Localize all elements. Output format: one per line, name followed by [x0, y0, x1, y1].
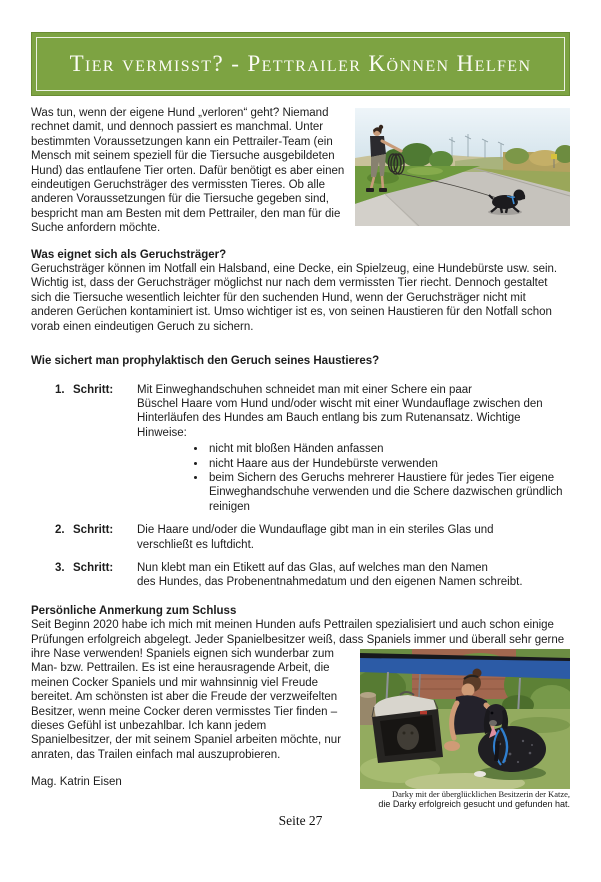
closing-text-part1: Seit Beginn 2020 habe ich mich mit meinen Hunden aufs Pettrailen spezialisiert und auch schon einige Prüfungen erfolgreich abgelegt. Jeder Spanielbesitzer weiß, dass Spaniels immer und überall sehr gerne: [31, 619, 565, 646]
bullet-item: • nicht mit bloßen Händen anfassen: [207, 442, 570, 456]
heading-personal-note: Persönliche Anmerkung zum Schluss: [31, 604, 237, 617]
title-banner: [31, 32, 570, 96]
step-2-body: [137, 523, 570, 552]
step-1-number: 1.: [55, 383, 65, 396]
author-signature: Mag. Katrin Eisen: [31, 776, 122, 789]
step-1-line: Büschel Haare vom Hund und/oder wischt mit einer Wundauflage zwischen den: [137, 397, 543, 410]
bullet-item: • nicht Haare aus der Hundebürste verwenden: [207, 457, 570, 471]
step-1-line: Mit Einweghandschuhen schneidet man mit einer Schere ein paar: [137, 383, 472, 396]
page-title: Tier vermisst? - Pettrailer Können Helfen: [69, 51, 532, 76]
title-banner-inner-frame: [36, 37, 565, 91]
closing-paragraph-block: [31, 618, 570, 809]
intro-text: Was tun, wenn der eigene Hund „verloren“ geht? Niemand rechnet damit, und dennoch passiert es manchmal. Unter bestimmten Voraussetzungen kann ein Pettrailer-Team (ein Mensch mit seinem speziell für die Tiersuche ausgebildeten Hund) das entlaufene Tier orten. Dafür benötigt es aber einen eindeutigen Geruchsträger des vermissten Tieres. Ob alle anderen Voraussetzungen für die Tiersuche gegeben sind, bespricht man am Besten mit dem Pettrailer, den man für die Suche anfordern möchte.: [31, 107, 345, 235]
pet-carrier: [372, 692, 443, 763]
step-3-line: Nun klebt man ein Etikett auf das Glas, auf welches man den Namen: [137, 561, 488, 574]
heading-scent-carrier: Was eignet sich als Geruchsträger?: [31, 248, 227, 261]
heading-howto: Wie sichert man prophylaktisch den Geruch seines Haustieres?: [31, 355, 380, 368]
photo-darky-found: [360, 649, 570, 810]
step-2-number: 2.: [55, 524, 65, 537]
step-2-label: Schritt:: [73, 524, 114, 537]
step-1-body: [137, 383, 570, 515]
step-1-bullets: [137, 442, 570, 514]
reunion-photo-illustration: [360, 649, 570, 789]
scent-carrier-text: Geruchsträger können im Notfall ein Halsband, eine Decke, ein Spielzeug, eine Hundebürste usw. sein. Wichtig ist, dass der Geruchsträger möglichst nur nach dem vermissten Tier riecht. Dennoch gestaltet sich die Tiersuche wesentlich leichter für den suchenden Hund, wenn der Geruchsträger nicht mit anderen Gerüchen kontaminiert ist. Umso wichtiger ist es, von seinen Haustieren für den Notfall schon vorab einen eindeutigen Geruch zu sichern.: [31, 263, 558, 333]
steps-list: [31, 383, 570, 590]
step-3-line: des Hundes, das Probenentnahmedatum und den eigenen Namen schreibt.: [137, 576, 523, 589]
step-3: [31, 561, 570, 590]
photo-caption: [360, 789, 570, 810]
step-3-number: 3.: [55, 561, 65, 574]
step-1-line: Hinterläufen des Hundes am Bauch entlang bis zum Rutenansatz. Wichtige Hinweise:: [137, 412, 521, 439]
page-content: [0, 106, 601, 828]
step-1: [31, 383, 570, 515]
page-number: Seite 27: [278, 813, 323, 828]
bullet-item: • beim Sichern des Geruchs mehrerer Haustiere für jedes Tier eigene Einweghandschuhe verwenden und die Schere dazwischen gründlich reinigen: [207, 471, 570, 514]
step-2-line: verschließt es luftdicht.: [137, 538, 254, 551]
step-3-body: [137, 561, 570, 590]
trailing-dog-photo-illustration: [355, 108, 570, 226]
step-3-label: Schritt:: [73, 561, 114, 574]
photo-caption-line2: die Darky erfolgreich gesucht und gefunden hat.: [378, 799, 570, 809]
intro-paragraph-block: [31, 106, 570, 236]
photo-pettrailer-team: [355, 108, 570, 226]
closing-text-part2: ihre Nase verwenden! Spaniels eignen sich wunderbar zum Man- bzw. Pettrailen. Es ist eine herausragende Arbeit, die meinen Cocker Spaniels und mir wahnsinnig viel Freude bereitet. Am schönsten ist aber die Freude der verzweifelten Besitzer, wenn meine Cocker deren vermisstes Tier finden – dieses Gefühl ist unbezahlbar. Ich kann jedem Spanielbesitzer, der mit seinem Spaniel arbeiten möchte, nur anraten, das Trailen einfach mal auszuprobieren.: [31, 648, 342, 761]
step-2: [31, 523, 570, 552]
photo-caption-line1: Darky mit der überglücklichen Besitzerin der Katze,: [391, 789, 570, 799]
step-2-line: Die Haare und/oder die Wundauflage gibt man in ein steriles Glas und: [137, 524, 494, 537]
step-1-label: Schritt:: [73, 383, 114, 396]
